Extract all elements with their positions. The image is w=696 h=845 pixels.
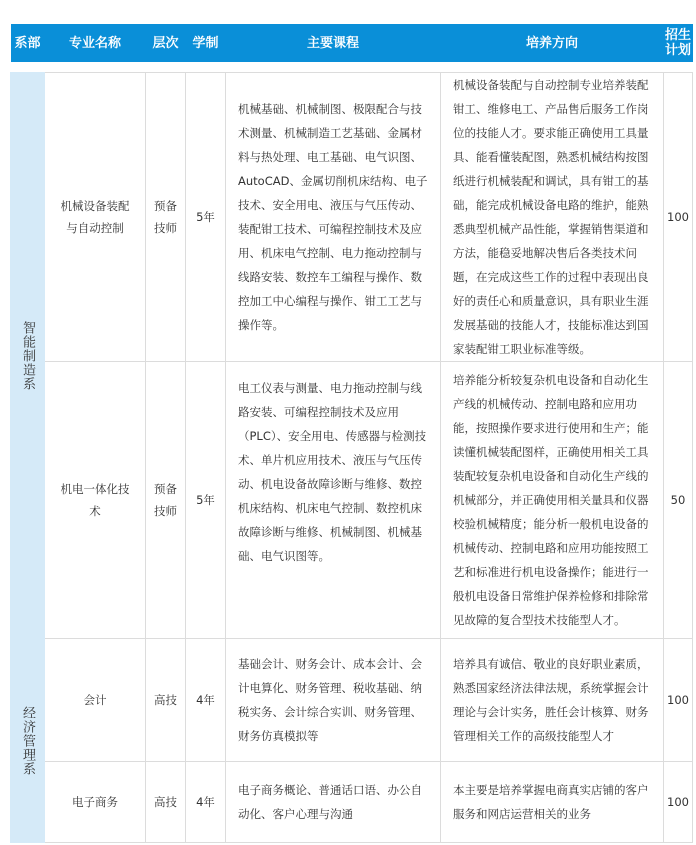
major-plan: 50 bbox=[664, 362, 693, 639]
header-major: 专业名称 bbox=[45, 24, 146, 62]
major-direction: 机械设备装配与自动控制专业培养装配钳工、维修电工、产品售后服务工作岗位的技能人才。要求能正确使用工具量具、能看懂装配图，熟悉机械结构按图纸进行机械装配和调试，具有钳工的基础，能完成机械设备电路的维护，能熟悉典型机械产品性能，掌握销售渠道和方法，能稳妥地解决售后各类技术问题，在完成这些工作的过程中表现出良好的责任心和质量意识，具有职业生涯发展基础的技能人才，技能标准达到国家装配钳工职业标准等级。 bbox=[441, 73, 664, 362]
major-name: 会计 bbox=[45, 639, 146, 762]
major-years: 4年 bbox=[186, 762, 226, 843]
major-direction: 培养具有诚信、敬业的良好职业素质，熟悉国家经济法律法规，系统掌握会计理论与会计实务，胜任会计核算、财务管理相关工作的高级技能型人才 bbox=[441, 639, 664, 762]
dept-cell bbox=[11, 639, 45, 843]
table-row bbox=[11, 639, 693, 762]
table-row bbox=[11, 73, 693, 362]
major-level: 预备技师 bbox=[146, 362, 186, 639]
enrollment-table bbox=[10, 24, 693, 843]
major-name: 机电一体化技术 bbox=[45, 362, 146, 639]
major-name: 机械设备装配与自动控制 bbox=[45, 73, 146, 362]
table-header bbox=[11, 24, 693, 62]
header-plan: 招生计划 bbox=[664, 24, 693, 62]
major-courses: 机械基础、机械制图、极限配合与技术测量、机械制造工艺基础、金属材料与热处理、电工基础、电气识图、AutoCAD、金属切削机床结构、电子技术、安全用电、液压与气压传动、装配钳工技术、可编程控制技术及应用、机床电气控制、电力拖动控制与线路安装、数控车工编程与操作、数控加工中心编程与操作、钳工工艺与操作等。 bbox=[226, 73, 441, 362]
table-row bbox=[11, 762, 693, 843]
major-level: 预备技师 bbox=[146, 73, 186, 362]
header-courses: 主要课程 bbox=[226, 24, 441, 62]
major-plan: 100 bbox=[664, 639, 693, 762]
major-years: 4年 bbox=[186, 639, 226, 762]
major-plan: 100 bbox=[664, 73, 693, 362]
major-courses: 电子商务概论、普通话口语、办公自动化、客户心理与沟通 bbox=[226, 762, 441, 843]
dept-name: 智能制造系 bbox=[20, 320, 35, 391]
enrollment-table-container bbox=[10, 24, 692, 843]
major-years: 5年 bbox=[186, 362, 226, 639]
major-direction: 本主要是培养掌握电商真实店铺的客户服务和网店运营相关的业务 bbox=[441, 762, 664, 843]
header-level: 层次 bbox=[146, 24, 186, 62]
major-courses: 基础会计、财务会计、成本会计、会计电算化、财务管理、税收基础、纳税实务、会计综合实训、财务管理、财务仿真模拟等 bbox=[226, 639, 441, 762]
major-plan: 100 bbox=[664, 762, 693, 843]
table-row bbox=[11, 362, 693, 639]
header-years: 学制 bbox=[186, 24, 226, 62]
header-dept: 系部 bbox=[11, 24, 45, 62]
major-level: 高技 bbox=[146, 762, 186, 843]
dept-name: 经济管理系 bbox=[20, 705, 35, 776]
major-direction: 培养能分析较复杂机电设备和自动化生产线的机械传动、控制电路和应用功能，按照操作要求进行使用和生产；能读懂机械装配图样，正确使用相关工具装配较复杂机电设备和自动化生产线的机械部分，并正确使用相关量具和仪器校验机械精度；能分析一般机电设备的机械传动、控制电路和应用功能按照工艺和标准进行机电设备操作；能进行一般机电设备日常维护保养检修和排除常见故障的复合型技术技能型人才。 bbox=[441, 362, 664, 639]
major-name: 电子商务 bbox=[45, 762, 146, 843]
header-direction: 培养方向 bbox=[441, 24, 664, 62]
major-years: 5年 bbox=[186, 73, 226, 362]
major-courses: 电工仪表与测量、电力拖动控制与线路安装、可编程控制技术及应用（PLC）、安全用电、传感器与检测技术、单片机应用技术、液压与气压传动、机电设备故障诊断与维修、数控机床结构、机床电气控制、数控机床故障诊断与维修、机械制图、机械基础、电气识图等。 bbox=[226, 362, 441, 639]
major-level: 高技 bbox=[146, 639, 186, 762]
dept-cell bbox=[11, 73, 45, 639]
